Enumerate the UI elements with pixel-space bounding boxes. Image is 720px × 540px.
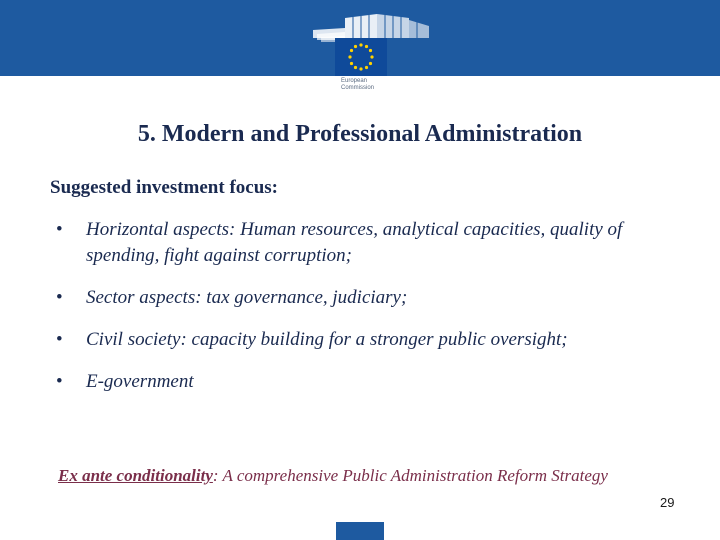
list-item: [50, 369, 680, 395]
bottom-tab-decoration: [336, 522, 384, 540]
page-number: 29: [660, 495, 675, 510]
bullet-list: [50, 217, 680, 411]
bullet-dot-icon: •: [56, 371, 63, 392]
list-item: [50, 217, 680, 269]
bullet-text: E-government: [86, 371, 194, 392]
bullet-text: Civil society: capacity building for a stronger public oversight;: [86, 329, 568, 350]
bullet-dot-icon: •: [56, 329, 63, 350]
list-item: [50, 327, 680, 353]
bullet-text: Horizontal aspects: Human resources, analytical capacities, quality of spending, fight against corruption;: [86, 219, 623, 266]
slide-title: 5. Modern and Professional Administration: [137, 121, 583, 147]
conditionality-label: Ex ante conditionality: [58, 466, 213, 485]
logo-text: European Commission: [341, 78, 375, 91]
list-item: [50, 285, 680, 311]
bullet-text: Sector aspects: tax governance, judiciary;: [86, 287, 408, 308]
conditionality-note: [58, 464, 658, 488]
european-commission-logo: [305, 8, 437, 103]
conditionality-text: : A comprehensive Public Administration Reform Strategy: [212, 466, 608, 485]
bullet-dot-icon: •: [56, 219, 63, 240]
focus-heading: Suggested investment focus:: [50, 177, 278, 198]
bullet-dot-icon: •: [56, 287, 63, 308]
